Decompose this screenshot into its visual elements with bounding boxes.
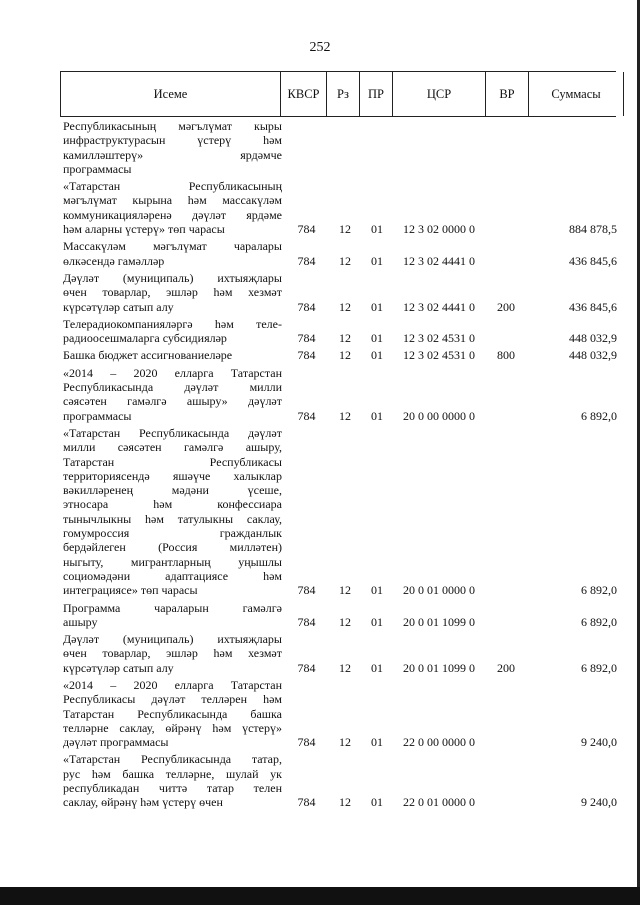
row-rz: 12 [339, 299, 351, 314]
page-number: 252 [309, 40, 331, 55]
row-kvsr: 784 [297, 660, 316, 675]
row-name [60, 239, 284, 268]
row-sum: 6 892,0 [581, 614, 617, 629]
row-sum: 448 032,9 [569, 331, 617, 346]
table-header [60, 71, 616, 117]
row-vr: 200 [497, 660, 515, 675]
row-name-line: «2014 – 2020 елларга Татарстан [63, 677, 282, 692]
row-kvsr: 784 [297, 222, 316, 237]
row-name-line: программасы [63, 408, 132, 423]
row-name-line: Дәүләт (муниципаль) ихтыяҗлары [63, 270, 282, 285]
row-rz: 12 [339, 735, 351, 750]
row-name [60, 317, 284, 346]
row-name [60, 119, 284, 176]
table-row [60, 366, 616, 423]
row-pr: 01 [371, 253, 383, 268]
row-sum: 448 032,9 [569, 348, 617, 363]
row-name [60, 601, 284, 630]
table-row [60, 271, 616, 314]
row-name-line: ныгыту, мигрантларның уңышлы [63, 554, 282, 569]
row-name-line: саклау, өйрәнү һәм үстерү өчен [63, 795, 223, 810]
row-csr: 20 0 01 1099 0 [403, 614, 475, 629]
row-rz: 12 [339, 253, 351, 268]
row-name-line: радиоосешмаларга субсидияләр [63, 331, 227, 346]
row-name-line: тынычлыкны һәм татулыкны саклау, [63, 511, 282, 526]
row-name-line: бердәйлеген (Россия милләтен) [63, 540, 282, 555]
row-kvsr: 784 [297, 299, 316, 314]
row-name-line: Республикасында дәүләт милли [63, 380, 282, 395]
row-pr: 01 [371, 735, 383, 750]
table-row [60, 239, 616, 268]
table-body [60, 117, 616, 810]
row-name [60, 426, 284, 598]
row-name-line: Массакүләм мәгълүмат чаралары [63, 239, 282, 254]
header-csr: ЦСР [393, 72, 486, 116]
scan-bottom-bar [0, 887, 640, 905]
header-sum: Суммасы [529, 72, 624, 116]
row-rz: 12 [339, 348, 351, 363]
row-kvsr: 784 [297, 583, 316, 598]
row-name [60, 632, 284, 675]
row-kvsr: 784 [297, 348, 316, 363]
row-name [60, 678, 284, 749]
row-pr: 01 [371, 795, 383, 810]
row-name-line: этносара һәм конфессиара [63, 497, 282, 512]
row-name-line: күрсәтүләр сатып алу [63, 299, 174, 314]
row-csr: 22 0 01 0000 0 [403, 795, 475, 810]
row-name [60, 271, 284, 314]
row-name-line: өлкәсендә гамәлләр [63, 253, 165, 268]
row-kvsr: 784 [297, 614, 316, 629]
row-rz: 12 [339, 331, 351, 346]
row-sum: 6 892,0 [581, 583, 617, 598]
row-kvsr: 784 [297, 408, 316, 423]
row-csr: 20 0 01 0000 0 [403, 583, 475, 598]
row-name-line: Республикасының мәгълүмат кыры [63, 119, 282, 133]
row-sum: 6 892,0 [581, 660, 617, 675]
budget-table [60, 71, 616, 813]
row-name-line: мәгълүмат кырына һәм массакүләм [63, 193, 282, 208]
row-name-line: программасы [63, 161, 132, 176]
row-csr: 20 0 01 1099 0 [403, 660, 475, 675]
row-name-line: «Татарстан Республикасында татар, [63, 752, 282, 767]
row-name-line: ашыру [63, 614, 98, 629]
row-name-line: һәм аларны үстерү» төп чарасы [63, 222, 225, 237]
row-rz: 12 [339, 222, 351, 237]
row-sum: 6 892,0 [581, 408, 617, 423]
row-name-line: «2014 – 2020 елларга Татарстан [63, 365, 282, 380]
row-name-line: Телерадиокомпанияләргә һәм теле- [63, 316, 282, 331]
table-row [60, 678, 616, 749]
row-name [60, 752, 284, 809]
row-name-line: сәясәтен гамәлгә ашыру» дәүләт [63, 394, 282, 409]
row-name-line: камилләштерү» ярдәмче [63, 147, 282, 162]
row-pr: 01 [371, 614, 383, 629]
row-rz: 12 [339, 583, 351, 598]
row-csr: 12 3 02 4441 0 [403, 299, 475, 314]
row-csr: 12 3 02 4531 0 [403, 348, 475, 363]
row-name-line: күрсәтүләр сатып алу [63, 660, 174, 675]
row-sum: 884 878,5 [569, 222, 617, 237]
row-name-line: Татарстан Республикасы [63, 454, 282, 469]
row-rz: 12 [339, 660, 351, 675]
row-pr: 01 [371, 331, 383, 346]
row-pr: 01 [371, 348, 383, 363]
row-name [60, 348, 284, 362]
row-rz: 12 [339, 795, 351, 810]
row-name-line: вәкилләренең мәдәни үсеше, [63, 483, 282, 498]
row-sum: 9 240,0 [581, 735, 617, 750]
row-kvsr: 784 [297, 735, 316, 750]
row-name-line: рус һәм башка телләрне, шулай ук [63, 766, 282, 781]
row-name-line: Башка бюджет ассигнованиеләре [63, 348, 233, 363]
row-name-line: Дәүләт (муниципаль) ихтыяҗлары [63, 632, 282, 647]
row-name-line: «Татарстан Республикасында дәүләт [63, 425, 282, 440]
table-row [60, 119, 616, 176]
table-row [60, 426, 616, 598]
table-row [60, 317, 616, 346]
row-name-line: милли сәясәтен гамәлгә ашыру, [63, 440, 282, 455]
row-name-line: гомумроссия гражданлык [63, 526, 282, 541]
row-vr: 200 [497, 299, 515, 314]
row-kvsr: 784 [297, 331, 316, 346]
row-rz: 12 [339, 408, 351, 423]
table-row [60, 179, 616, 236]
table-row [60, 752, 616, 809]
table-row [60, 348, 616, 362]
header-kvsr: КВСР [281, 72, 327, 116]
row-sum: 9 240,0 [581, 795, 617, 810]
header-pr: ПР [360, 72, 393, 116]
row-name [60, 366, 284, 423]
row-name-line: Программа чараларын гамәлгә [63, 600, 282, 615]
row-name-line: интеграциясе» төп чарасы [63, 583, 198, 598]
row-name-line: өчен товарлар, эшләр һәм хезмәт [63, 646, 282, 661]
row-pr: 01 [371, 583, 383, 598]
table-row [60, 632, 616, 675]
row-sum: 436 845,6 [569, 253, 617, 268]
row-name-line: коммуникацияләренә дәүләт ярдәме [63, 207, 282, 222]
table-row [60, 601, 616, 630]
header-vr: ВР [486, 72, 529, 116]
row-rz: 12 [339, 614, 351, 629]
row-name [60, 179, 284, 236]
row-name-line: телләрне саклау, өйрәнү һәм үстерү» [63, 720, 282, 735]
header-name: Исеме [61, 72, 281, 116]
row-pr: 01 [371, 660, 383, 675]
row-csr: 12 3 02 4531 0 [403, 331, 475, 346]
row-name-line: республикадан читтә татар телен [63, 781, 282, 796]
row-name-line: дәүләт программасы [63, 735, 169, 750]
row-name-line: Татарстан Республикасында башка [63, 706, 282, 721]
row-kvsr: 784 [297, 795, 316, 810]
row-pr: 01 [371, 222, 383, 237]
row-name-line: территориясендә яшәүче халыклар [63, 468, 282, 483]
header-rz: Рз [327, 72, 360, 116]
row-pr: 01 [371, 299, 383, 314]
row-name-line: «Татарстан Республикасының [63, 179, 282, 194]
row-csr: 12 3 02 4441 0 [403, 253, 475, 268]
row-pr: 01 [371, 408, 383, 423]
row-name-line: Республикасы дәүләт телләрен һәм [63, 692, 282, 707]
row-sum: 436 845,6 [569, 299, 617, 314]
row-vr: 800 [497, 348, 515, 363]
row-csr: 20 0 00 0000 0 [403, 408, 475, 423]
row-kvsr: 784 [297, 253, 316, 268]
row-name-line: инфраструктурасын үстерү һәм [63, 133, 282, 148]
row-name-line: өчен товарлар, эшләр һәм хезмәт [63, 285, 282, 300]
row-csr: 22 0 00 0000 0 [403, 735, 475, 750]
row-csr: 12 3 02 0000 0 [403, 222, 475, 237]
row-name-line: социомәдәни адаптациясе һәм [63, 568, 282, 583]
